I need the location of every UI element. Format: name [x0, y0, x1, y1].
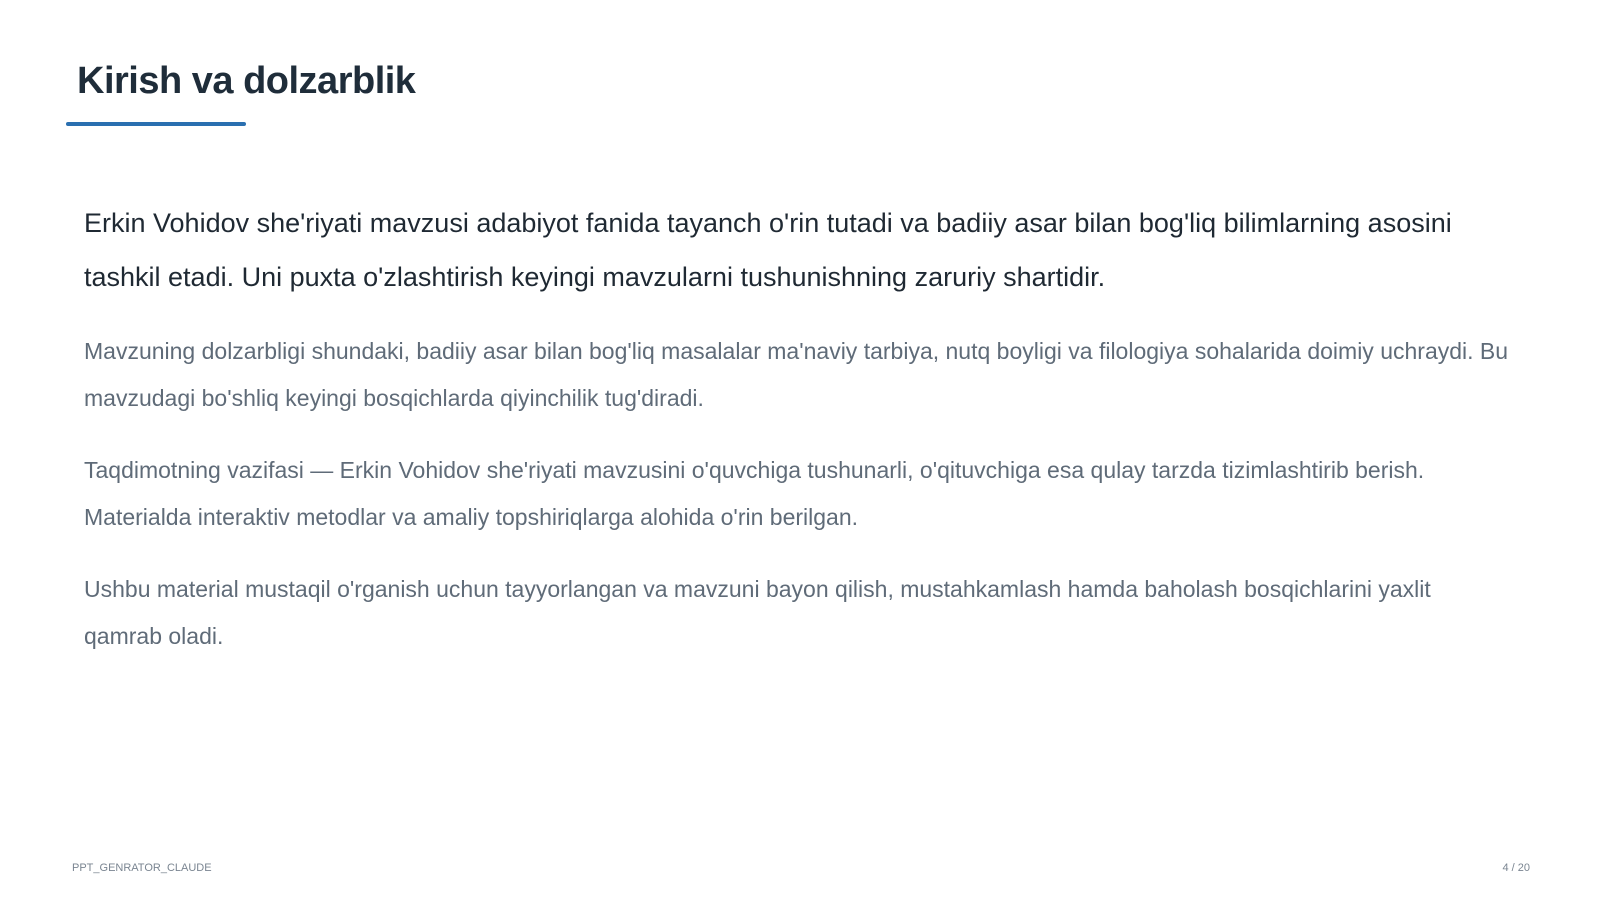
body-paragraph-2: Taqdimotning vazifasi — Erkin Vohidov she'riyati mavzusini o'quvchiga tushunarli, o'qituvchiga esa qulay tarzda tizimlashtirib berish. Materialda interaktiv metodlar va amaliy topshiriqlarga alohida o'rin berilgan. — [84, 457, 1425, 530]
title-underline — [66, 122, 246, 126]
lead-paragraph: Erkin Vohidov she'riyati mavzusi adabiyot fanida tayanch o'rin tutadi va badiiy asar bilan bog'liq bilimlarning asosini tashkil etadi. Uni puxta o'zlashtirish keyingi mavzularni tushunishning zaruriy shartidir. — [84, 208, 1452, 292]
body-paragraph-3: Ushbu material mustaqil o'rganish uchun tayyorlangan va mavzuni bayon qilish, mustahkamlash hamda baholash bosqichlarini yaxlit qamrab oladi. — [84, 576, 1431, 649]
body-paragraph-1: Mavzuning dolzarbligi shundaki, badiiy asar bilan bog'liq masalalar ma'naviy tarbiya, nutq boyligi va filologiya sohalarida doimiy uchraydi. Bu mavzudagi bo'shliq keyingi bosqichlarda qiyinchilik tug'diradi. — [84, 338, 1509, 411]
slide-body — [84, 196, 1514, 685]
footer-brand: PPT_GENRATOR_CLAUDE — [72, 862, 212, 874]
page-number: 4 / 20 — [1502, 862, 1530, 874]
slide-title: Kirish va dolzarblik — [77, 60, 416, 102]
